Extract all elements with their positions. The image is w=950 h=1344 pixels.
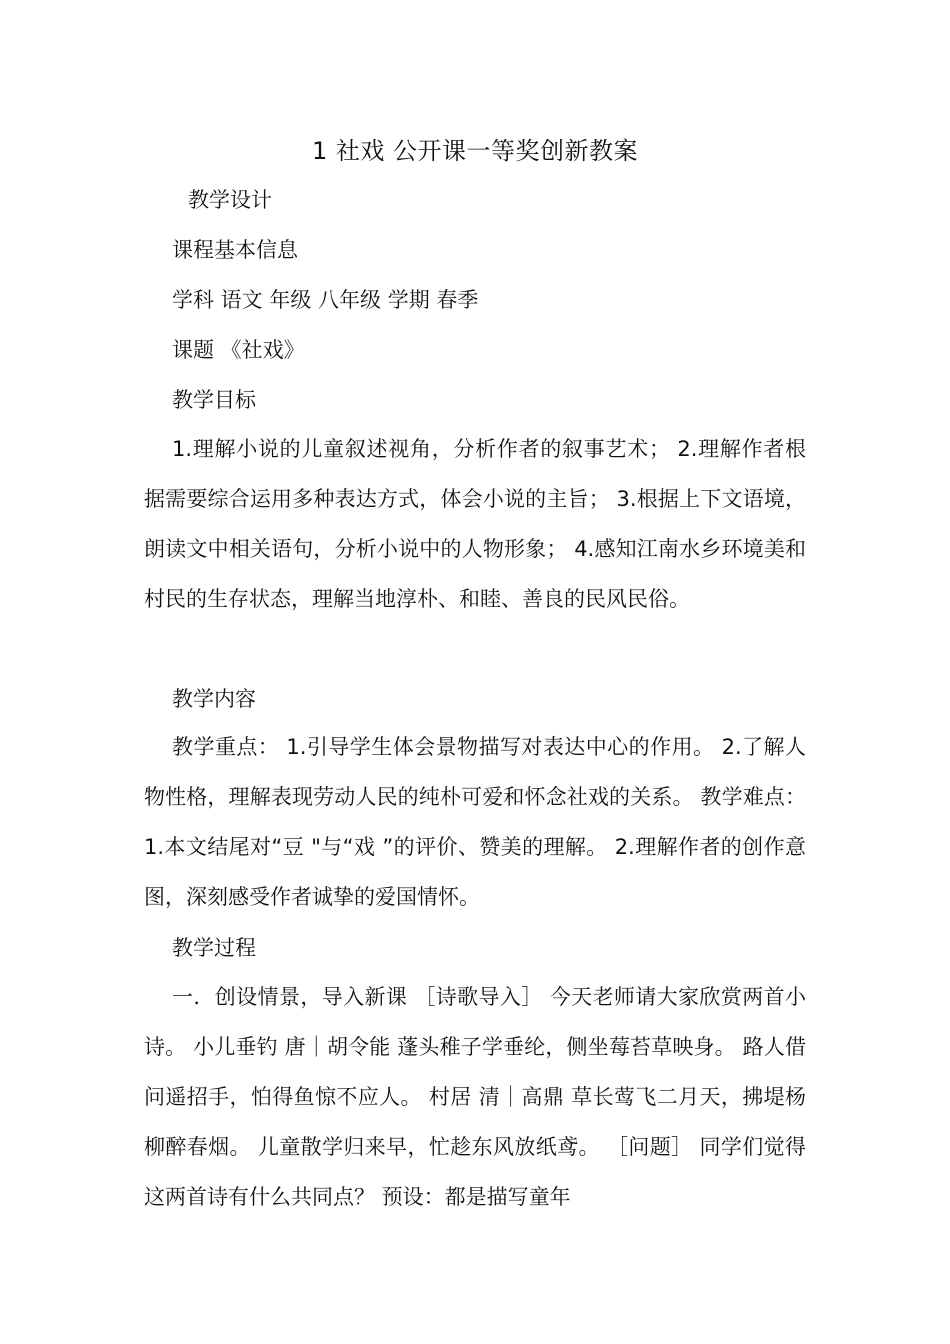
topic-line: 课题 《社戏》 (172, 338, 305, 362)
heading-teaching-content: 教学内容 (172, 687, 256, 711)
heading-course-info: 课程基本信息 (172, 238, 298, 262)
heading-teaching-process: 教学过程 (172, 936, 256, 960)
course-info-line: 学科 语文 年级 八年级 学期 春季 (172, 288, 479, 312)
process-paragraph: 一．创设情景，导入新课 ［诗歌导入］ 今天老师请大家欣赏两首小诗。 小儿垂钓 唐｜胡令能 蓬头稚子学垂纶，侧坐莓苔草映身。 路人借问遥招手，怕得鱼惊不应人。 村居 清｜高鼎 草长莺飞二月天，拂堤杨柳醉春烟。 儿童散学归来早，忙趁东风放纸鸢。 ［问题］ 同学们觉得这两首诗有什么共同点？ 预设：都是描写童年 (144, 985, 806, 1209)
goals-paragraph: 1.理解小说的儿童叙述视角，分析作者的叙事艺术； 2.理解作者根据需要综合运用多种表达方式，体会小说的主旨； 3.根据上下文语境，朗读文中相关语句，分析小说中的人物形象； 4.感知江南水乡环境美和村民的生存状态，理解当地淳朴、和睦、善良的民风民俗。 (144, 437, 806, 611)
heading-teaching-design: 教学设计 (188, 188, 272, 212)
document-title: 1 社戏 公开课一等奖创新教案 (311, 137, 639, 165)
content-paragraph: 教学重点： 1.引导学生体会景物描写对表达中心的作用。 2.了解人物性格，理解表现劳动人民的纯朴可爱和怀念社戏的关系。 教学难点： 1.本文结尾对“豆 "与“戏 ”的评价、赞美的理解。 2.理解作者的创作意图，深刻感受作者诚挚的爱国情怀。 (144, 735, 806, 909)
heading-teaching-goals: 教学目标 (172, 388, 256, 412)
